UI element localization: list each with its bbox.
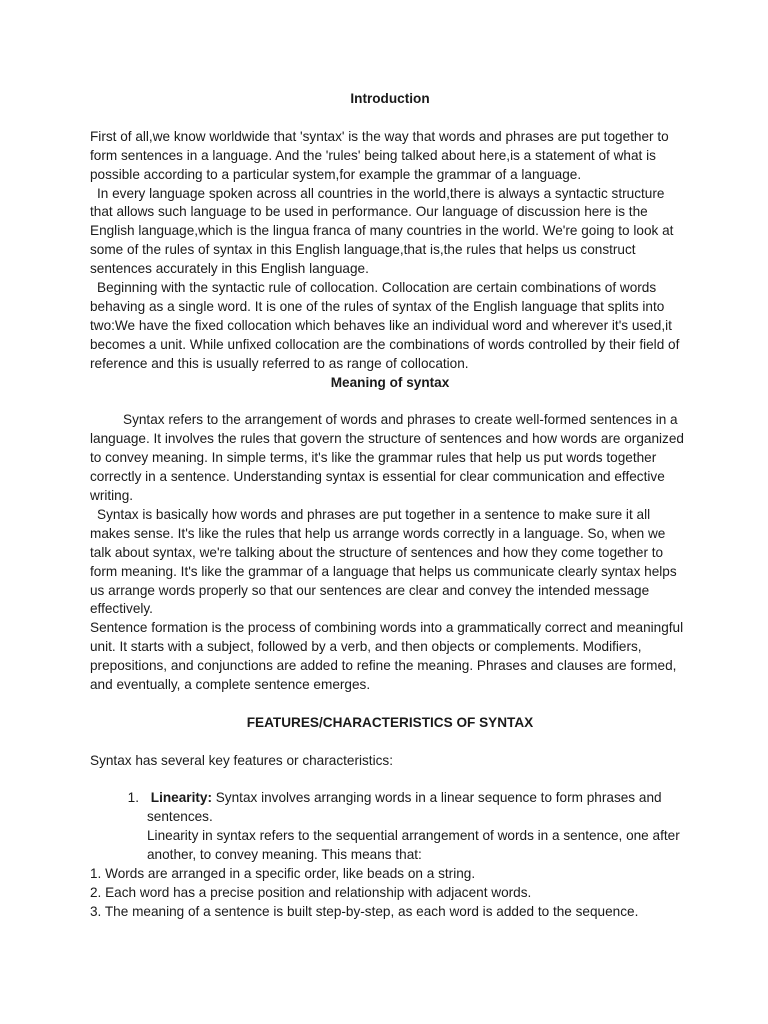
linearity-definition <box>147 789 690 827</box>
spacer <box>90 733 690 752</box>
spacer <box>90 392 690 411</box>
introduction-heading: Introduction <box>350 91 430 106</box>
meaning-paragraph-3: Sentence formation is the process of combining words into a grammatically correct and meaningful unit. It starts with a subject, followed by a verb, and then objects or complements. Modifiers, prepositions, and conjunctions are added to refine the meaning. Phrases and clauses are formed, and eventually, a complete sentence emerges. <box>90 620 684 693</box>
list-item-body <box>139 789 690 865</box>
spacer <box>90 109 690 128</box>
meaning-heading: Meaning of syntax <box>330 374 450 390</box>
intro-paragraph-1: First of all,we know worldwide that 'syntax' is the way that words and phrases are put together to form sentences in a language. And the 'rules' being talked about here,is a statement of what is possible according to a particular system,for example the grammar of a language. <box>90 128 669 182</box>
spacer <box>90 695 690 714</box>
linearity-term: Linearity: <box>150 790 212 806</box>
list-item: 1. Words are arranged in a specific order, like beads on a string. <box>90 866 476 882</box>
features-lead: Syntax has several key features or characteristics: <box>90 752 393 768</box>
list-item: 2. Each word has a precise position and relationship with adjacent words. <box>90 884 532 900</box>
meaning-paragraph-1: Syntax refers to the arrangement of words and phrases to create well-formed sentences in a language. It involves the rules that govern the structure of sentences and how words are organized to convey meaning. In simple terms, it's like the grammar rules that help us put words together correctly in a sentence. Understanding syntax is essential for clear communication and effective writing. <box>90 412 684 503</box>
linearity-detail: Linearity in syntax refers to the sequential arrangement of words in a sentence, one after another, to convey meaning. This means that: <box>147 828 680 863</box>
features-heading: FEATURES/CHARACTERISTICS OF SYNTAX <box>246 714 534 730</box>
list-item-linearity <box>90 789 690 865</box>
spacer <box>90 771 690 790</box>
linearity-text: Syntax involves arranging words in a linear sequence to form phrases and sentences. <box>147 790 662 825</box>
meaning-paragraph-2: Syntax is basically how words and phrases are put together in a sentence to make sure it all makes sense. It's like the rules that help us arrange words correctly in a language. So, when we talk about syntax, we're talking about the structure of sentences and how they come together to form meaning. It's like the grammar of a language that helps us communicate clearly syntax helps us arrange words properly so that our sentences are clear and convey the intended message effectively. <box>90 506 677 617</box>
document-page <box>90 90 690 922</box>
list-item: 3. The meaning of a sentence is built step-by-step, as each word is added to the sequence. <box>90 903 639 919</box>
list-item-number: 1. <box>127 790 139 806</box>
intro-paragraph-2: In every language spoken across all countries in the world,there is always a syntactic structure that allows such language to be used in performance. Our language of discussion here is the English language,which is the lingua franca of many countries in the world. We're going to look at some of the rules of syntax in this English language,that is,the rules that helps us construct sentences accurately in this English language. <box>90 185 674 277</box>
intro-paragraph-3: Beginning with the syntactic rule of collocation. Collocation are certain combinations of words behaving as a single word. It is one of the rules of syntax of the English language that splits into two:We have the fixed collocation which behaves like an individual word and wherever it's used,it becomes a unit. While unfixed collocation are the combinations of words controlled by their field of reference and this is usually referred to as range of collocation. <box>90 280 680 371</box>
